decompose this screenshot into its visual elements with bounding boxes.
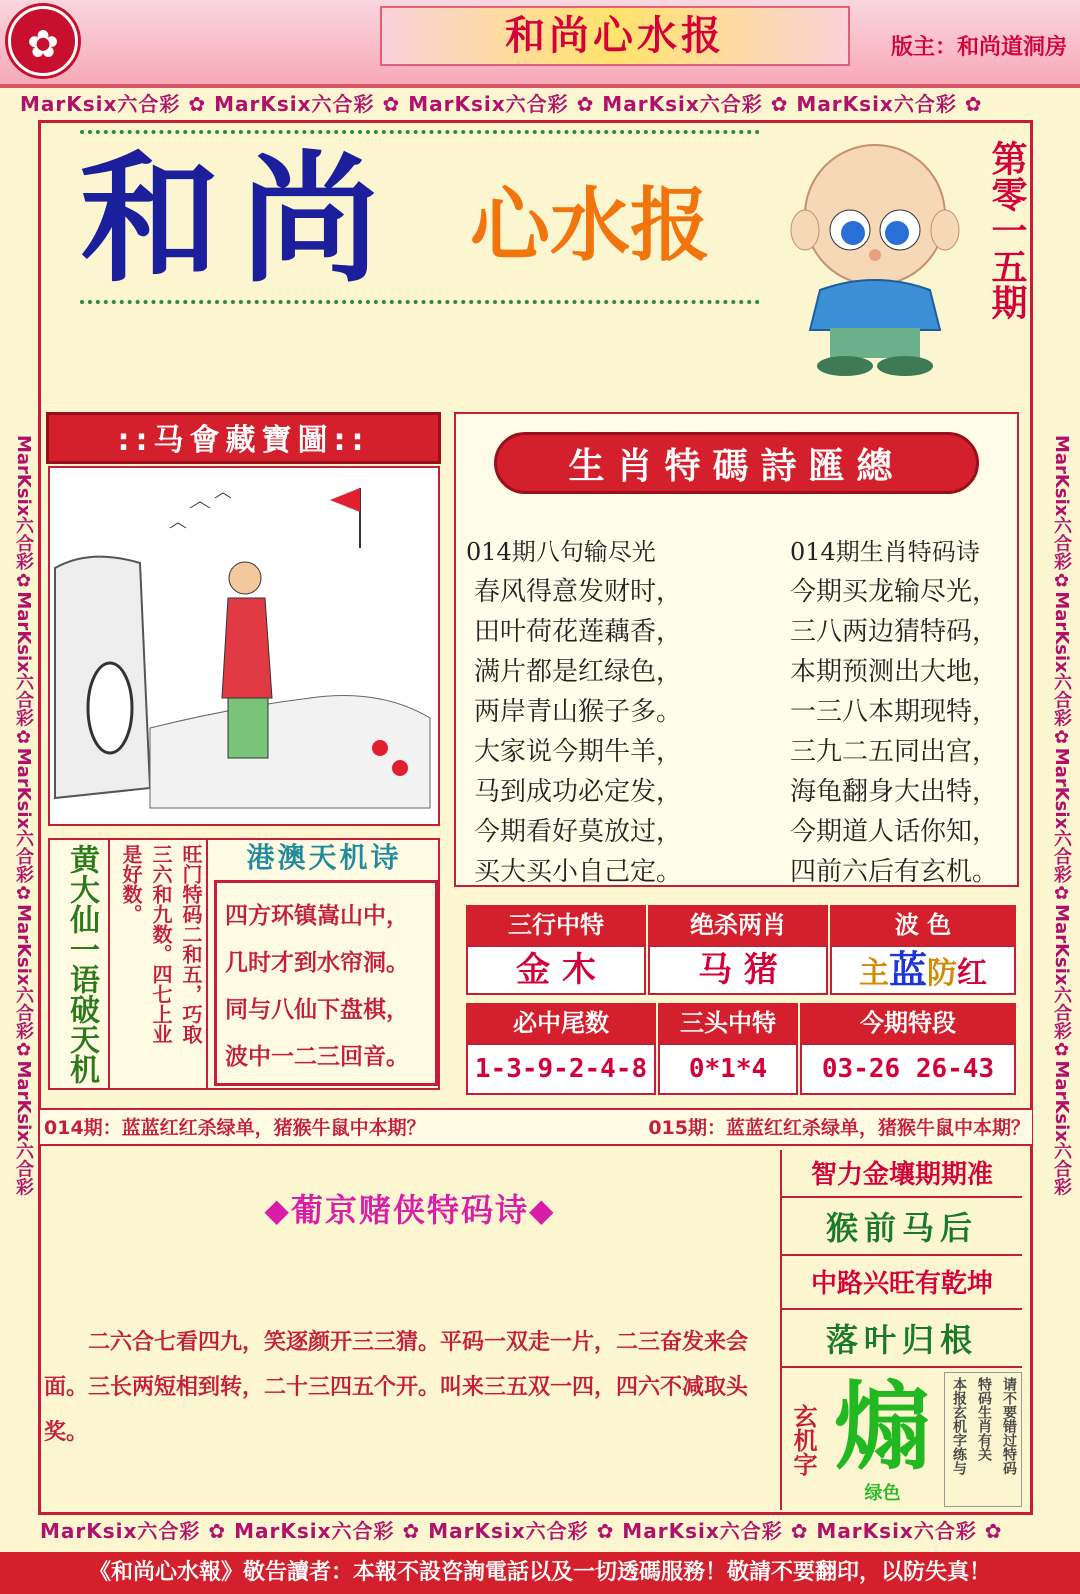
page-title: 和尚心水报 [505,12,725,59]
right-poem-line: 今期买龙输尽光， [790,577,999,607]
right-poem-line: 三八两边猜特码， [790,617,999,647]
marquee-top: MarKsix六合彩 ✿ MarKsix六合彩 ✿ MarKsix六合彩 ✿ MarKsix六合彩 ✿ MarKsix六合彩 ✿ [20,92,983,116]
treasure-map-title: ::马會藏寶圖:: [46,412,441,464]
huang-daxian-title: 黄大仙一语破天机 [64,844,99,1084]
gangao-line: 四方环镇嵩山中， [225,903,409,929]
value-sanxing: 金 木 [466,945,646,995]
right-poem-line: 本期预测出大地， [790,657,999,687]
left-poem-title: 014期八句输尽光 [466,538,656,566]
left-poem-line: 满片都是红绿色， [474,657,683,687]
bose-blue: 蓝 [888,948,927,992]
header-teduan: 今期特段 [800,1003,1016,1043]
masthead-title-sub: 心水报 [470,178,710,272]
left-poem-line: 今期看好莫放过， [474,817,683,847]
value-teduan: 03-26 26-43 [800,1043,1016,1095]
value-jueshao: 马 猪 [648,945,828,995]
gangao-title: 港澳天机诗 [246,841,402,874]
xuanji-label: 玄机字 [789,1404,817,1476]
bose-guard-label: 防 [927,956,957,991]
value-weishu: 1-3-9-2-4-8 [466,1043,656,1095]
gangao-line: 同与八仙下盘棋， [225,997,409,1023]
macau-poem-body: 二六合七看四九，笑逐颜开三三猜。平码一双走一片，二三奋发来会面。三长两短相到转，二十三四五个开。叫来三五双一四，四六不减取头奖。 [44,1330,749,1445]
strip-right: 015期：蓝蓝红红杀绿单，猪猴牛鼠中本期？ [648,1117,1030,1139]
header-bose: 波 色 [830,905,1016,945]
gangao-line: 几时才到水帘洞。 [225,950,409,976]
right-panel-line-4: 落叶归根 [782,1312,1022,1368]
monk-mascot [790,130,960,380]
left-poem-line: 两岸青山猴子多。 [474,697,683,727]
bauhinia-icon: ✿ [27,22,59,66]
right-panel-line-1: 智力金壤期期准 [782,1152,1022,1198]
marquee-bottom: MarKsix六合彩 ✿ MarKsix六合彩 ✿ MarKsix六合彩 ✿ MarKsix六合彩 ✿ MarKsix六合彩 ✿ [40,1519,1003,1543]
hk-flower-logo [8,6,78,76]
huang-text-col: 三六和九数。四七上业 [149,844,173,1044]
xuanji-color: 绿色 [864,1483,901,1504]
header-santou: 三头中特 [658,1003,798,1043]
value-bose [830,945,1016,995]
value-santou: 0*1*4 [658,1043,798,1095]
left-poem-line: 买大买小自己定。 [474,857,683,887]
xuanji-note: 本报玄机字练与 [951,1377,967,1475]
footer-notice: 《和尚心水報》敬告讀者：本報不設咨詢電話以及一切透碼服務！敬請不要翻印，以防失真！ [0,1552,1080,1594]
huang-text-col: 旺门特码二和五，巧取 [179,844,203,1044]
right-poem-line: 海龟翻身大出特， [790,777,999,807]
right-panel-line-3: 中路兴旺有乾坤 [782,1258,1022,1310]
left-poem-line: 田叶荷花莲藕香， [474,617,683,647]
bose-red: 红 [957,956,987,991]
right-poem-line: 今期道人话你知， [790,817,999,847]
xuanji-note: 请不要错过特码 [1001,1377,1017,1475]
bose-main-label: 主 [858,956,889,991]
right-poem [790,532,1015,887]
vine-bottom [80,300,760,318]
right-panel-line-2: 猴前马后 [782,1200,1022,1256]
editor-label: 版主：和尚道洞房 [890,35,1067,60]
masthead-title-main: 和尚 [80,138,401,302]
xuanji-note: 特码生肖有关 [976,1377,992,1461]
gangao-line: 波中一二三回音。 [225,1044,409,1070]
prediction-table [466,905,1016,1095]
right-poem-line: 三九二五同出宫， [790,737,999,767]
gangao-poem [214,880,438,1086]
right-poem-title: 014期生肖特码诗 [790,538,980,566]
poems-banner: 生肖特碼詩匯總 [494,432,979,494]
left-poem [466,532,736,887]
left-poem-line: 大家说今期牛羊， [474,737,683,767]
header-sanxing: 三行中特 [466,905,646,945]
xuanji-notes [944,1372,1022,1507]
marquee-right: MarKsix六合彩✿MarKsix六合彩✿MarKsix六合彩✿MarKsix六合彩✿MarKsix六合彩 [1051,434,1072,1196]
huang-text-col: 是好数。 [119,844,143,924]
monk-illustration [790,130,960,380]
masthead [60,130,760,320]
macau-poem-title: ◆葡京赌侠特码诗◆ [264,1191,556,1229]
left-poem-line: 春风得意发财时， [474,577,683,607]
xuanji-char: 煽 [834,1370,931,1483]
right-poem-line: 一三八本期现特， [790,697,999,727]
left-poem-line: 马到成功必定发， [474,777,683,807]
strip-left: 014期：蓝蓝红红杀绿单，猪猴牛鼠中本期？ [44,1117,426,1139]
header-weishu: 必中尾数 [466,1003,656,1043]
marquee-left: MarKsix六合彩✿MarKsix六合彩✿MarKsix六合彩✿MarKsix六合彩✿MarKsix六合彩 [13,434,34,1196]
huang-daxian-text [108,838,208,1090]
header-jueshao: 绝杀两肖 [648,905,828,945]
treasure-map-image [48,466,440,826]
issue-number: 第零一五期 [986,140,1028,320]
right-poem-line: 四前六后有玄机。 [790,857,999,887]
treasure-map-illustration [50,468,438,824]
